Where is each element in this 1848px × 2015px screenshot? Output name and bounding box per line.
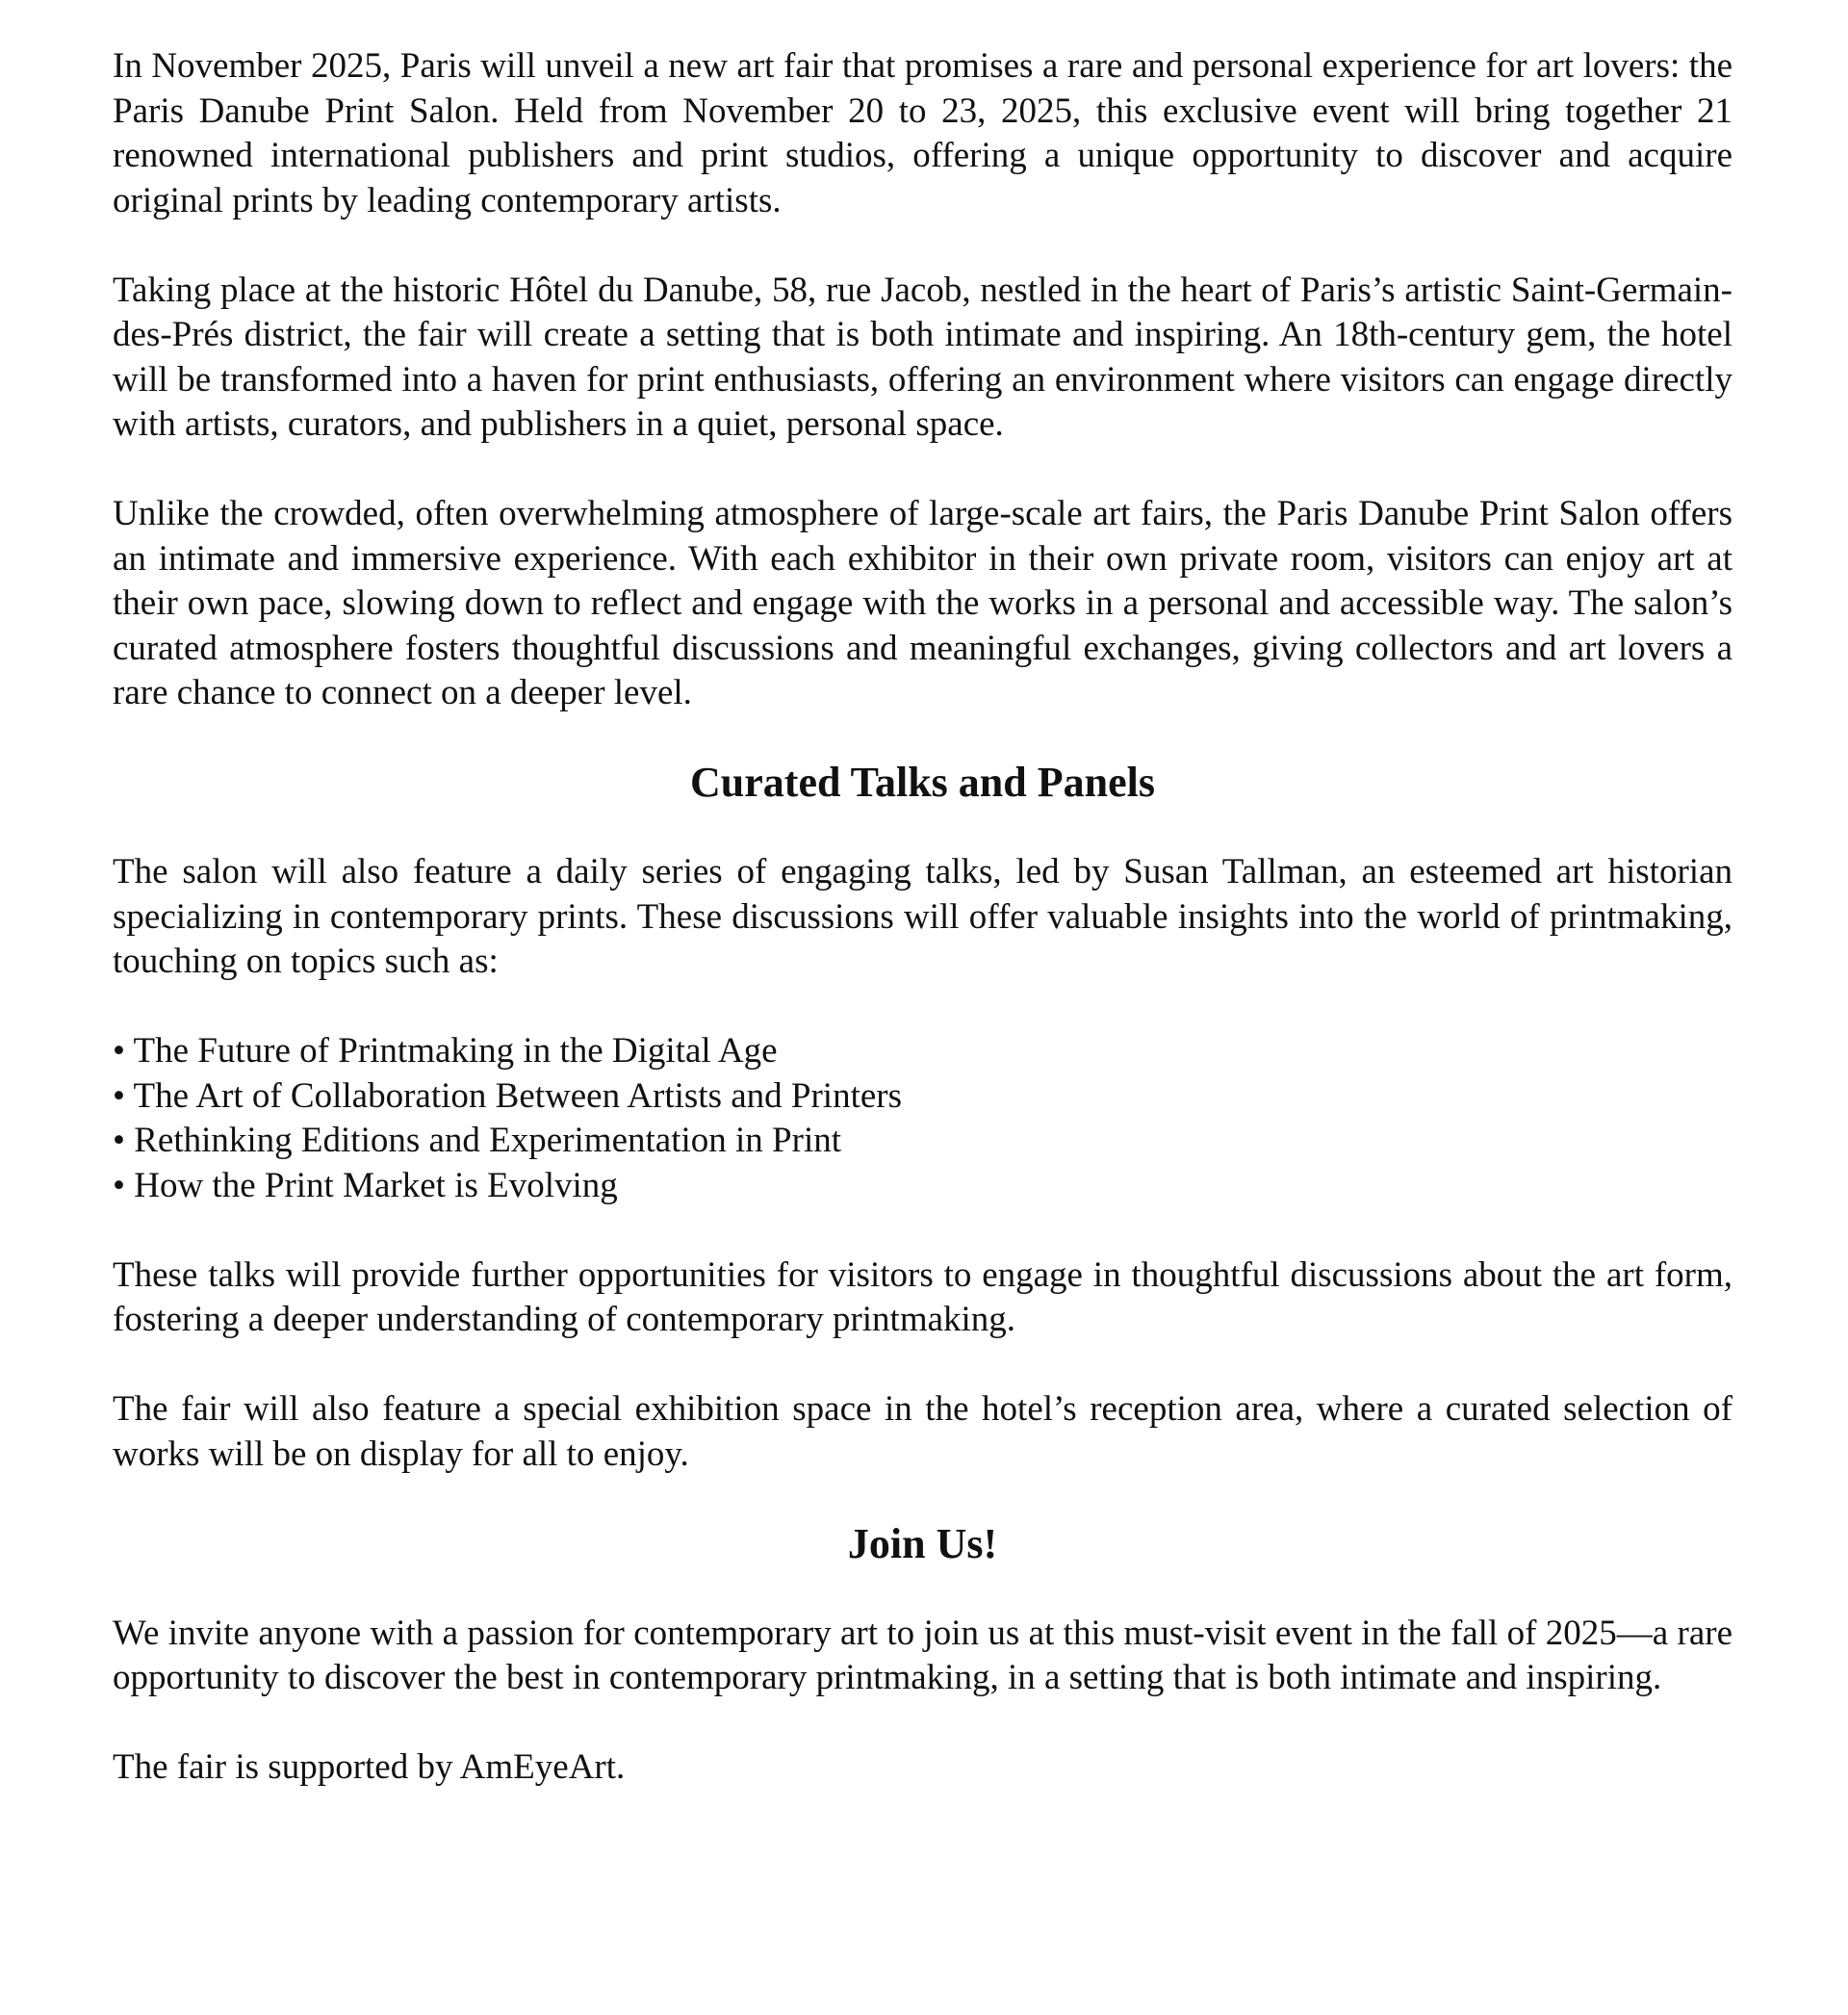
invite-paragraph: We invite anyone with a passion for contemporary art to join us at this must-visit event in the fall of 2025—a rare opportunity to discover the best in contemporary printmaking, in a setting that is both intimate and inspiring. xyxy=(113,1613,1732,1697)
talks-heading: Curated Talks and Panels xyxy=(690,759,1155,806)
experience-paragraph: Unlike the crowded, often overwhelming atmosphere of large-scale art fairs, the Paris Danube Print Salon offers an intimate and immersive experience. With each exhibitor in their own private room, visitors can enjoy art at their own pace, slowing down to reflect and engage with the works in a personal and accessible way. The salon’s curated atmosphere fosters thoughtful discussions and meaningful exchanges, giving collectors and art lovers a rare chance to connect on a deeper level. xyxy=(113,494,1732,712)
list-item: • The Art of Collaboration Between Artists and Printers xyxy=(113,1074,1732,1120)
talks-intro-paragraph: The salon will also feature a daily series of engaging talks, led by Susan Tallman, an esteemed art historian specializing in contemporary prints. These discussions will offer valuable insights into the world of printmaking, touching on topics such as: xyxy=(113,852,1732,981)
topics-list xyxy=(113,1029,1732,1208)
talks-after-paragraph: These talks will provide further opportunities for visitors to engage in thoughtful discussions about the art form, fostering a deeper understanding of contemporary printmaking. xyxy=(113,1254,1732,1339)
venue-paragraph: Taking place at the historic Hôtel du Danube, 58, rue Jacob, nestled in the heart of Paris’s artistic Saint-Germain-des-Prés district, the fair will create a setting that is both intimate and inspiring. An 18th-century gem, the hotel will be transformed into a haven for print enthusiasts, offering an environment where visitors can engage directly with artists, curators, and publishers in a quiet, personal space. xyxy=(113,270,1732,444)
intro-paragraph: In November 2025, Paris will unveil a new art fair that promises a rare and personal experience for art lovers: the Paris Danube Print Salon. Held from November 20 to 23, 2025, this exclusive event will bring together 21 renowned international publishers and print studios, offering a unique opportunity to discover and acquire original prints by leading contemporary artists. xyxy=(113,46,1732,220)
list-item: • Rethinking Editions and Experimentation in Print xyxy=(113,1119,1732,1164)
join-heading: Join Us! xyxy=(847,1519,998,1567)
sponsor-paragraph: The fair is supported by AmEyeArt. xyxy=(113,1747,626,1787)
list-item: • The Future of Printmaking in the Digital Age xyxy=(113,1029,1732,1074)
list-item: • How the Print Market is Evolving xyxy=(113,1164,1732,1209)
exhibition-paragraph: The fair will also feature a special exhibition space in the hotel’s reception area, where a curated selection of works will be on display for all to enjoy. xyxy=(113,1389,1732,1474)
